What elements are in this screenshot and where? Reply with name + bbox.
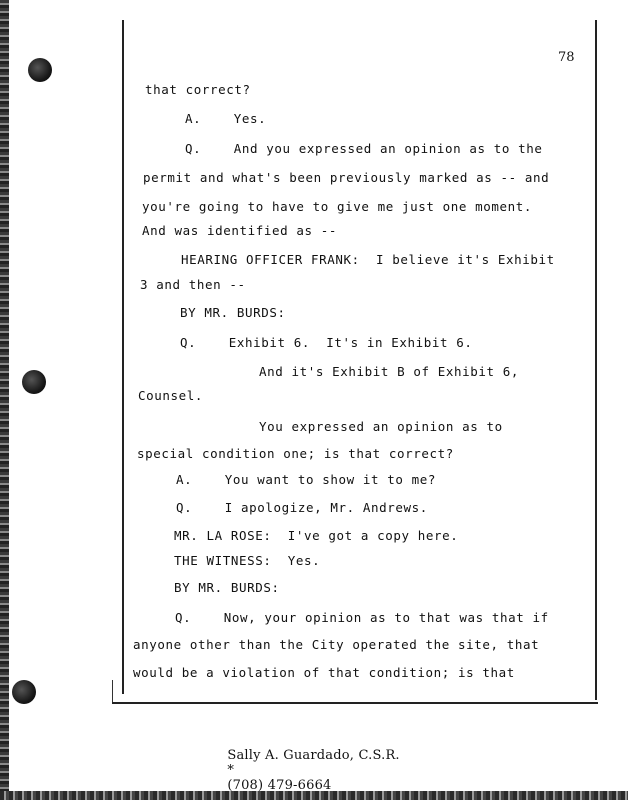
punch-hole-top — [28, 58, 52, 82]
page-border-bottom — [112, 702, 598, 704]
reporter-name: Sally A. Guardado, C.S.R. — [227, 748, 400, 763]
transcript-line: Q. And you expressed an opinion as to the — [185, 141, 543, 156]
transcript-line: Counsel. — [138, 388, 204, 403]
page-number: 78 — [558, 50, 575, 65]
punch-hole-middle — [22, 370, 46, 394]
transcript-line: Q. Exhibit 6. It's in Exhibit 6. — [180, 335, 473, 350]
transcript-line: You expressed an opinion as to — [259, 419, 503, 434]
transcript-line: you're going to have to give me just one moment. — [142, 199, 533, 214]
transcript-line: permit and what's been previously marked as -- and — [143, 170, 550, 185]
transcript-line: special condition one; is that correct? — [137, 446, 454, 461]
transcript-line: Q. Now, your opinion as to that was that if — [175, 610, 549, 625]
page-border-left — [122, 20, 124, 694]
transcript-line: A. You want to show it to me? — [176, 472, 437, 487]
scan-left-edge — [0, 0, 9, 800]
transcript-line: anyone other than the City operated the site, that — [133, 637, 540, 652]
transcript-line: And was identified as -- — [142, 223, 338, 238]
transcript-line: A. Yes. — [185, 111, 267, 126]
punch-hole-bottom — [12, 680, 36, 704]
page-border-right — [595, 20, 597, 700]
transcript-line: BY MR. BURDS: — [174, 580, 280, 595]
transcript-line: Q. I apologize, Mr. Andrews. — [176, 500, 428, 515]
footer-separator: * — [227, 763, 235, 778]
page-border-left-outer — [112, 680, 113, 704]
transcript-line: that correct? — [145, 82, 251, 97]
transcript-line: 3 and then -- — [140, 277, 246, 292]
reporter-phone: (708) 479-6664 — [227, 778, 332, 793]
reporter-footer — [210, 733, 410, 808]
transcript-line: MR. LA ROSE: I've got a copy here. — [174, 528, 459, 543]
transcript-line: THE WITNESS: Yes. — [174, 553, 321, 568]
transcript-line: And it's Exhibit B of Exhibit 6, — [259, 364, 520, 379]
transcript-line: BY MR. BURDS: — [180, 305, 286, 320]
transcript-line: HEARING OFFICER FRANK: I believe it's Exhibit — [181, 252, 555, 267]
transcript-line: would be a violation of that condition; is that — [133, 665, 515, 680]
